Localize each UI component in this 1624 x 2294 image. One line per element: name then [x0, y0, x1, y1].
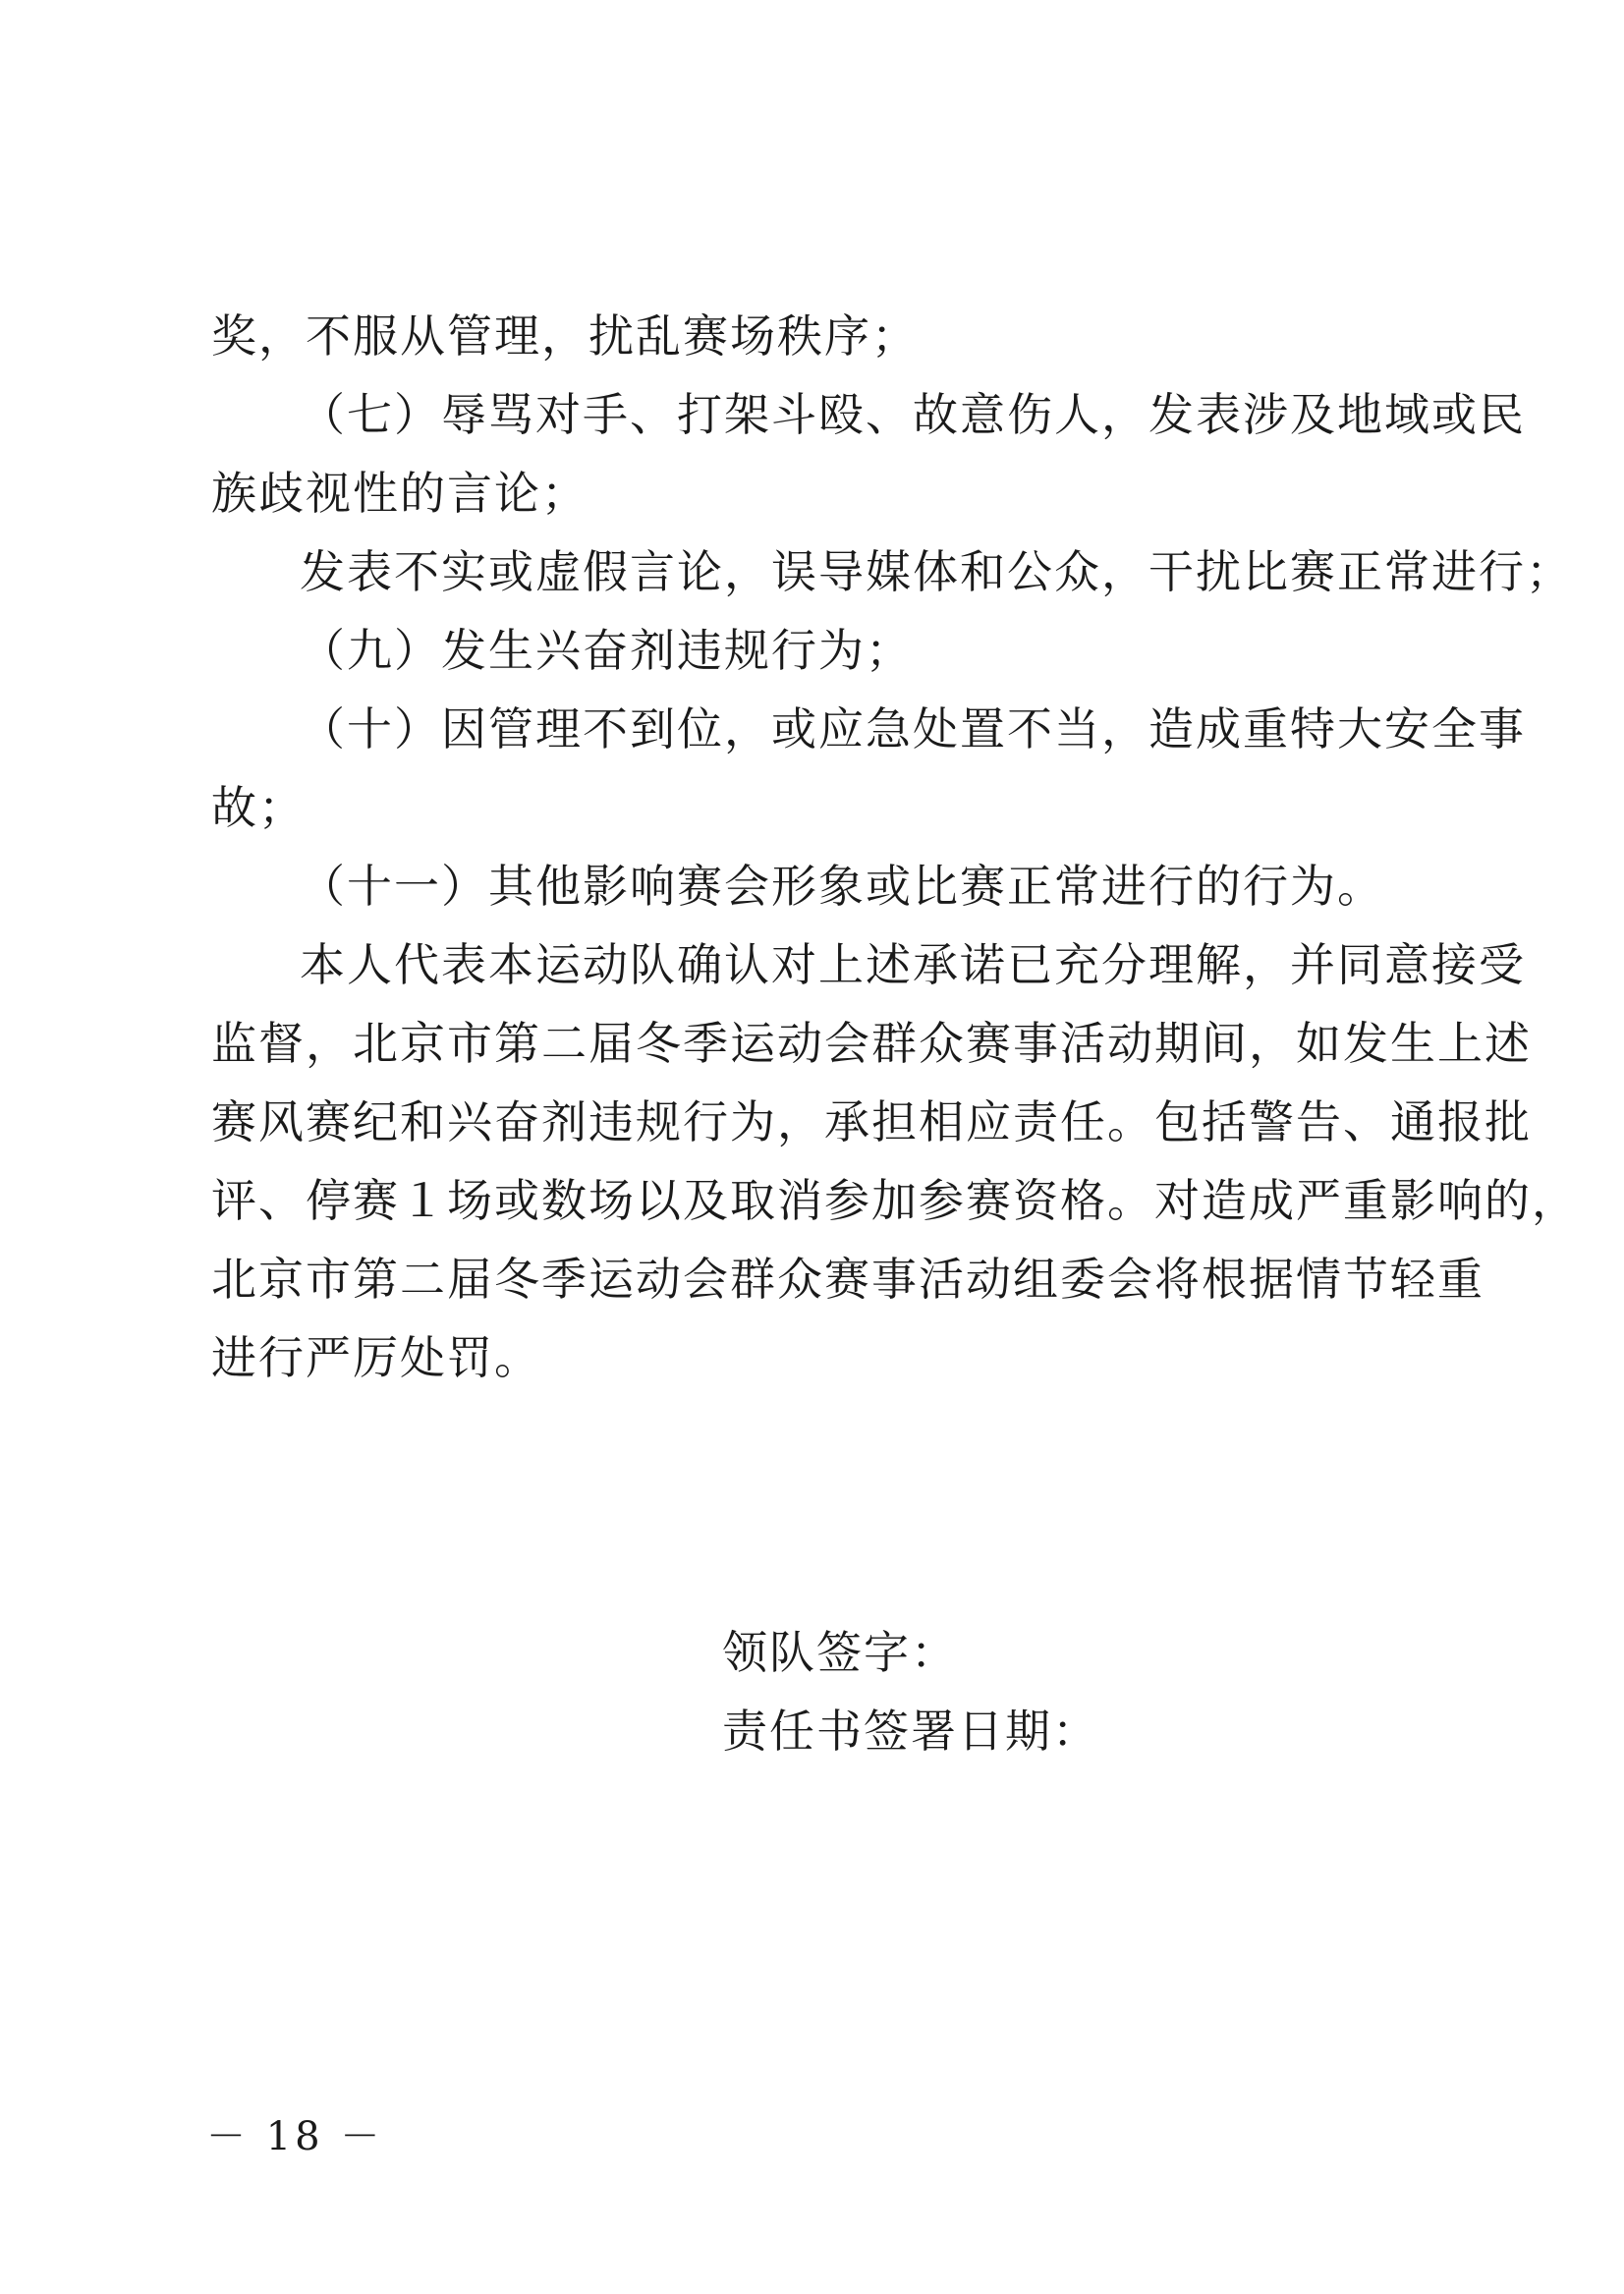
body-line-1: 奖，不服从管理，扰乱赛场秩序；	[211, 309, 919, 363]
pledge-line-5: 北京市第二届冬季运动会群众赛事活动组委会将根据情节轻重	[211, 1253, 1484, 1306]
clause-11-line: （十一）其他影响赛会形象或比赛正常进行的行为。	[300, 860, 1384, 913]
pledge-line-3: 赛风赛纪和兴奋剂违规行为，承担相应责任。包括警告、通报批	[211, 1095, 1532, 1148]
clause-8-line: 发表不实或虚假言论，误导媒体和公众，干扰比赛正常进行；	[300, 545, 1573, 598]
pledge-line-6: 进行严厉处罚。	[211, 1331, 541, 1384]
pledge-line-4: 评、停赛１场或数场以及取消参加参赛资格。对造成严重影响的，	[211, 1174, 1579, 1227]
clause-10-line-1: （十）因管理不到位，或应急处置不当，造成重特大安全事	[300, 702, 1526, 755]
leader-signature-label: 领队签字：	[722, 1626, 958, 1679]
pledge-line-2: 监督，北京市第二届冬季运动会群众赛事活动期间，如发生上述	[211, 1017, 1532, 1070]
clause-9-line: （九）发生兴奋剂违规行为；	[300, 624, 913, 677]
signing-date-label: 责任书签署日期：	[722, 1705, 1099, 1758]
clause-7-line-2: 族歧视性的言论；	[211, 467, 588, 520]
pledge-line-1: 本人代表本运动队确认对上述承诺已充分理解，并同意接受	[300, 938, 1526, 991]
clause-10-line-2: 故；	[211, 781, 306, 834]
clause-7-line-1: （七）辱骂对手、打架斗殴、故意伤人，发表涉及地域或民	[300, 388, 1526, 441]
page-number: － 18 －	[206, 2114, 384, 2159]
